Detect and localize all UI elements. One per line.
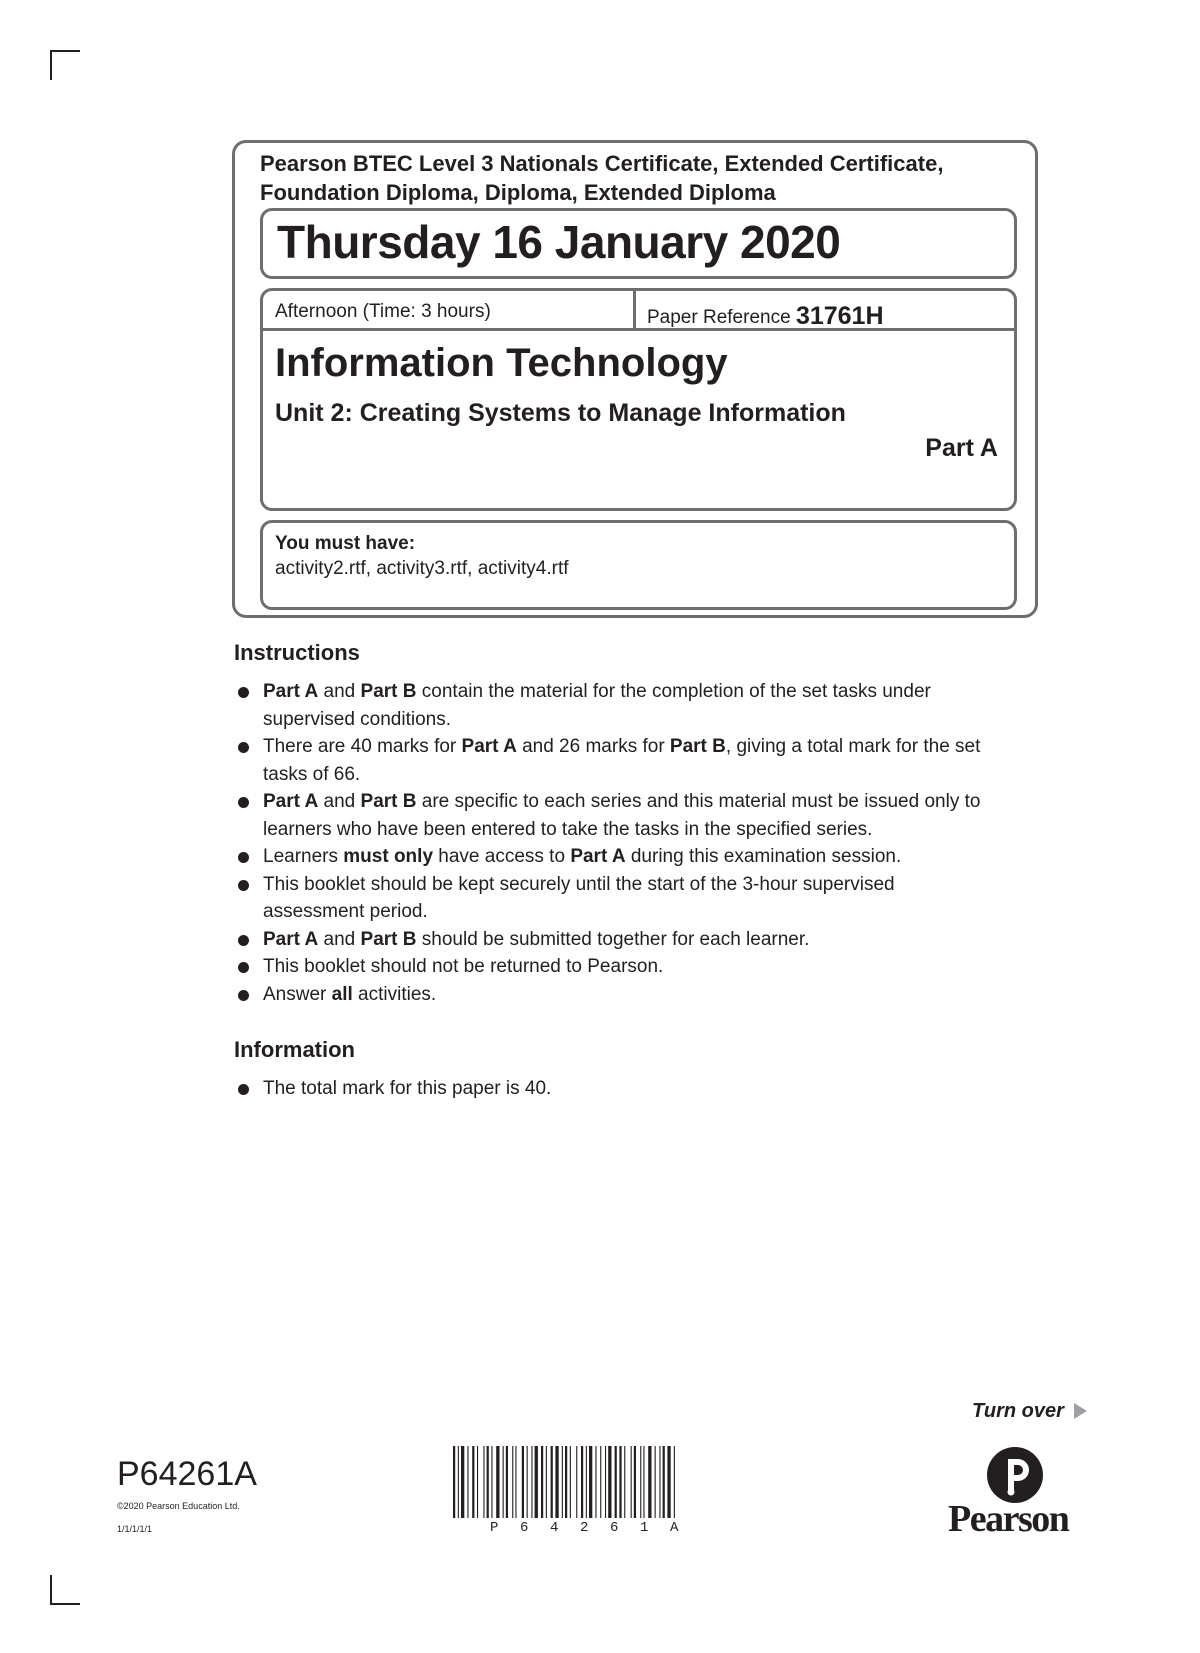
- barcode-bar: [589, 1446, 592, 1518]
- instructions-text: Part B: [669, 736, 726, 757]
- barcode-bar: [570, 1446, 571, 1518]
- instructions-text: Answer: [263, 983, 332, 1005]
- must-have-label: You must have:: [275, 533, 416, 554]
- barcode-bar: [503, 1446, 504, 1518]
- bullet-icon: [238, 962, 249, 973]
- must-have-files: activity2.rtf, activity3.rtf, activity4.rtf: [275, 558, 569, 579]
- crop-mark-top-left-v: [50, 50, 52, 80]
- information-heading: Information: [234, 1037, 355, 1062]
- barcode-bar: [506, 1446, 508, 1518]
- date-box: [260, 208, 1017, 279]
- cover-panel: [232, 140, 1038, 618]
- instructions-text: and 26 marks for: [516, 736, 670, 757]
- product-code: P64261A: [117, 1455, 257, 1493]
- instructions-item: [234, 788, 994, 843]
- bullet-icon: [238, 742, 249, 753]
- part-label: Part A: [925, 434, 998, 462]
- instructions-item: [234, 733, 994, 788]
- barcode-bar: [667, 1446, 670, 1518]
- barcode-bar: [648, 1446, 651, 1518]
- instructions-text: activities.: [352, 983, 437, 1005]
- copyright-notice: ©2020 Pearson Education Ltd.: [117, 1501, 240, 1511]
- bullet-icon: [238, 1084, 249, 1095]
- paper-reference: [647, 301, 884, 330]
- barcode-bar: [487, 1446, 489, 1518]
- barcode-bar: [467, 1446, 468, 1518]
- instructions-text: contain the material for the completion of the set tasks under supervised conditions.: [263, 681, 931, 730]
- barcode-bar: [461, 1446, 464, 1518]
- crop-mark-bottom-left-h: [50, 1603, 80, 1605]
- barcode-char: 1: [640, 1520, 649, 1536]
- barcode-bar: [595, 1446, 596, 1518]
- subject-title: Information Technology: [275, 341, 728, 385]
- exam-date: Thursday 16 January 2020: [277, 216, 841, 268]
- barcode-bar: [527, 1446, 528, 1518]
- instructions-text: Part A: [263, 928, 319, 950]
- instructions-text: and: [318, 791, 361, 812]
- barcode: [453, 1446, 731, 1518]
- barcode-char: 4: [550, 1520, 559, 1536]
- barcode-bar: [655, 1446, 656, 1518]
- arrow-right-icon: [1074, 1403, 1087, 1419]
- barcode-char: 2: [580, 1520, 589, 1536]
- barcode-bar: [674, 1446, 675, 1518]
- instructions-text: , giving a total mark for the set tasks of 66.: [263, 736, 981, 785]
- bullet-icon: [238, 797, 249, 808]
- session-row: [263, 291, 1014, 331]
- row-divider: [633, 291, 636, 328]
- paper-reference-label: Paper Reference: [647, 307, 791, 328]
- crop-mark-top-left-h: [50, 50, 80, 52]
- bullet-icon: [238, 852, 249, 863]
- information-item: [234, 1075, 994, 1103]
- barcode-bar: [496, 1446, 499, 1518]
- barcode-bar: [643, 1446, 644, 1518]
- barcode-bar: [562, 1446, 563, 1518]
- barcode-bar: [576, 1446, 577, 1518]
- barcode-bar: [663, 1446, 665, 1518]
- barcode-bar: [531, 1446, 532, 1518]
- barcode-bar: [634, 1446, 636, 1518]
- barcode-bar: [512, 1446, 513, 1518]
- instructions-text: should be submitted together for each learner.: [416, 928, 810, 950]
- barcode-bar: [640, 1446, 641, 1518]
- must-have-box: [260, 520, 1017, 610]
- instructions-item: [234, 871, 994, 926]
- qualification-title: Pearson BTEC Level 3 Nationals Certificate, Extended Certificate, Foundation Diploma, Diploma, Extended Diploma: [260, 151, 944, 205]
- barcode-bar: [535, 1446, 538, 1518]
- instructions-text: Learners: [263, 846, 344, 867]
- instructions-text: are specific to each series and this material must be issued only to learners who have been entered to take the tasks in the specified series.: [263, 791, 981, 840]
- barcode-bar: [631, 1446, 632, 1518]
- barcode-bar: [615, 1446, 617, 1518]
- instructions-text: have access to: [433, 846, 571, 867]
- instructions-text: This booklet should not be returned to Pearson.: [263, 956, 664, 977]
- instructions-text: Part A: [263, 681, 319, 702]
- instructions-item: [234, 953, 994, 981]
- instructions-item: [234, 981, 994, 1009]
- barcode-bar: [546, 1446, 547, 1518]
- barcode-bar: [483, 1446, 484, 1518]
- barcode-bar: [586, 1446, 587, 1518]
- instructions-text: Part B: [360, 928, 417, 950]
- barcode-bar: [608, 1446, 611, 1518]
- instructions-item: [234, 926, 994, 954]
- turn-over-label: [972, 1400, 1087, 1423]
- barcode-bar: [551, 1446, 553, 1518]
- instructions-text: must only: [343, 846, 434, 867]
- turn-over-text: Turn over: [972, 1400, 1064, 1422]
- bullet-icon: [238, 687, 249, 698]
- bullet-icon: [238, 880, 249, 891]
- instructions-text: during this examination session.: [625, 846, 902, 867]
- instructions-text: all: [331, 983, 353, 1005]
- paper-info-box: [260, 288, 1017, 511]
- barcode-bar: [491, 1446, 492, 1518]
- information-list: [234, 1075, 994, 1103]
- barcode-bar: [458, 1446, 459, 1518]
- instructions-heading: Instructions: [234, 640, 360, 665]
- barcode-bar: [453, 1446, 455, 1518]
- barcode-bar: [472, 1446, 474, 1518]
- barcode-char: P: [490, 1520, 499, 1536]
- instructions-text: Part A: [570, 846, 626, 867]
- bullet-icon: [238, 990, 249, 1001]
- barcode-char: A: [670, 1520, 679, 1536]
- instructions-text: Part B: [360, 791, 417, 812]
- barcode-bar: [565, 1446, 567, 1518]
- instructions-text: Part B: [360, 681, 417, 702]
- barcode-bar: [624, 1446, 625, 1518]
- instructions-text: Part A: [263, 791, 319, 812]
- crop-mark-bottom-left-v: [50, 1575, 52, 1605]
- barcode-bar: [477, 1446, 478, 1518]
- barcode-char: 6: [610, 1520, 619, 1536]
- barcode-bar: [581, 1446, 583, 1518]
- barcode-bar: [515, 1446, 516, 1518]
- instructions-text: There are 40 marks for: [263, 736, 462, 757]
- barcode-bar: [659, 1446, 660, 1518]
- barcode-bar: [600, 1446, 601, 1518]
- instructions-text: This booklet should be kept securely until the start of the 3-hour supervised assessment period.: [263, 873, 895, 922]
- barcode-bar: [522, 1446, 524, 1518]
- barcode-char: 6: [520, 1520, 529, 1536]
- instructions-text: and: [318, 681, 361, 702]
- instructions-text: and: [318, 928, 361, 950]
- barcode-bar: [619, 1446, 621, 1518]
- version-code: 1/1/1/1/1: [117, 1524, 153, 1534]
- barcode-bar: [541, 1446, 543, 1518]
- instructions-list: [234, 678, 994, 1008]
- pearson-wordmark: Pearson: [948, 1498, 1069, 1540]
- unit-title: Unit 2: Creating Systems to Manage Information: [275, 399, 846, 427]
- instructions-text: Part A: [461, 736, 517, 757]
- session-time: Afternoon (Time: 3 hours): [275, 301, 491, 322]
- bullet-icon: [238, 935, 249, 946]
- information-text: The total mark for this paper is 40.: [263, 1078, 552, 1099]
- instructions-item: [234, 843, 994, 871]
- barcode-bar: [605, 1446, 606, 1518]
- barcode-bar: [555, 1446, 558, 1518]
- instructions-item: [234, 678, 994, 733]
- paper-reference-code: 31761H: [795, 302, 884, 330]
